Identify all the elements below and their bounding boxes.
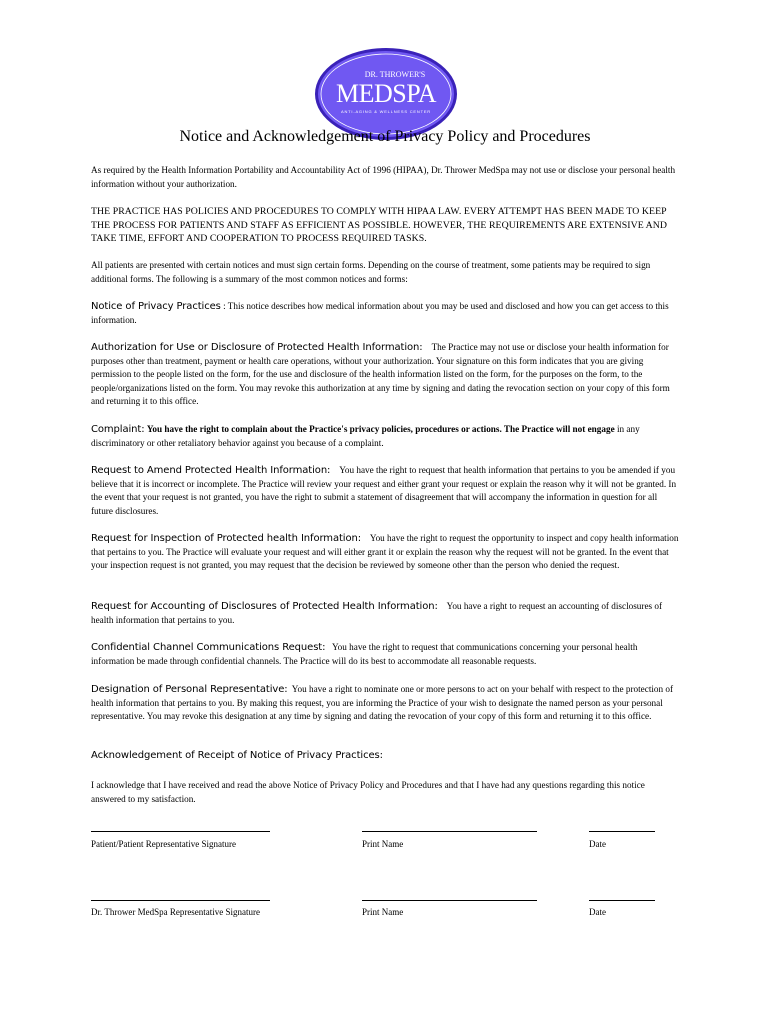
section-heading: Complaint: xyxy=(91,424,145,435)
section-notice-of-privacy xyxy=(91,300,681,327)
patient-print-name-label: Print Name xyxy=(362,839,404,849)
caps-notice-paragraph: THE PRACTICE HAS POLICIES AND PROCEDURES TO COMPLY WITH HIPAA LAW. EVERY ATTEMPT HAS BEEN MADE TO KEEP THE PROCESS FOR PATIENTS AND STAFF AS EFFICIENT AS POSSIBLE. HOWEVER, THE REQUIREMENTS ARE EXTENSIVE AND TAKE TIME, EFFORT AND COOPERATION TO PROCESS REQUIRED TASKS. xyxy=(91,206,668,245)
section-text: You have a right to request an accounting of disclosures of health information that pertains to you. xyxy=(91,601,663,625)
section-text: You have a right to nominate one or more persons to act on your behalf with respect to the protection of health information that pertains to you. By making this request, you are informing the Practice of your wish to designate the named person as your personal representative. You may revoke this designation at any time by signing and dating the revocation of your copy of this form and returning it to this office. xyxy=(91,684,674,722)
section-heading: Designation of Personal Representative: xyxy=(91,684,288,695)
logo-main-text: MEDSPA xyxy=(335,79,437,108)
section-heading: Request for Inspection of Protected health Information: xyxy=(91,533,361,544)
section-confidential-channel xyxy=(91,641,681,668)
acknowledgement-paragraph: I acknowledge that I have received and read the above Notice of Privacy Policy and Procedures and that I have had any questions regarding this notice answered to my satisfaction. xyxy=(91,780,645,804)
section-text: You have the right to request that health information that pertains to you be amended if you believe that it is incorrect or incomplete. The Practice will review your request and either grant your request or explain the reason why it will not be granted. In the event that your request is not granted, you have the right to submit a statement of disagreement that will accompany the information in question for all future disclosures. xyxy=(91,465,677,516)
section-text: You have the right to request that communications concerning your personal health information be made through confidential channels. The Practice will do its best to accommodate all reasonable requests. xyxy=(91,642,638,666)
section-heading: Confidential Channel Communications Request: xyxy=(91,642,326,653)
intro-paragraph: As required by the Health Information Portability and Accountability Act of 1996 (HIPAA), Dr. Thrower MedSpa may not use or disclose your personal health information without your authorization. xyxy=(91,165,676,189)
section-complaint xyxy=(91,423,681,450)
page-title: Notice and Acknowledgement of Privacy Policy and Procedures xyxy=(179,128,591,145)
section-request-accounting xyxy=(91,600,681,627)
section-text: in any discriminatory or other retaliatory behavior against you because of a complaint. xyxy=(91,424,640,448)
section-heading: Request for Accounting of Disclosures of Protected Health Information: xyxy=(91,601,438,612)
representative-print-name-label: Print Name xyxy=(362,907,404,917)
section-heading: Notice of Privacy Practices xyxy=(91,301,221,312)
acknowledgement-heading: Acknowledgement of Receipt of Notice of Privacy Practices: xyxy=(91,750,383,761)
patient-date-line[interactable] xyxy=(589,831,655,832)
representative-print-name-line[interactable] xyxy=(362,900,537,901)
summary-paragraph: All patients are presented with certain notices and must sign certain forms. Depending on the course of treatment, some patients may be required to sign additional forms. The following is a summary of the most common notices and forms: xyxy=(91,260,651,284)
representative-date-label: Date xyxy=(589,907,606,917)
representative-signature-line[interactable] xyxy=(91,900,270,901)
section-designation xyxy=(91,683,681,724)
logo-top-text: DR. THROWER'S xyxy=(364,70,426,79)
section-request-amend xyxy=(91,464,681,518)
patient-signature-line[interactable] xyxy=(91,831,270,832)
section-text: : This notice describes how medical information about you may be used and disclosed and how you can get access to this information. xyxy=(91,301,669,325)
section-text: You have the right to request the opportunity to inspect and copy health information that pertains to you. The Practice will evaluate your request and will either grant it or explain the reason why the request will not be granted. In the event that your inspection request is not granted, you may request that the decision be reviewed by someone other than the person who denied the request. xyxy=(91,533,679,571)
logo-tagline: ANTI-AGING & WELLNESS CENTER xyxy=(341,109,431,114)
section-heading: Request to Amend Protected Health Information: xyxy=(91,465,331,476)
section-heading: Authorization for Use or Disclosure of Protected Health Information: xyxy=(91,342,423,353)
representative-signature-label: Dr. Thrower MedSpa Representative Signature xyxy=(91,907,261,917)
section-bold-text: You have the right to complain about the Practice's privacy policies, procedures or actions. The Practice will not engage xyxy=(146,424,615,434)
patient-print-name-line[interactable] xyxy=(362,831,537,832)
section-text: The Practice may not use or disclose your health information for purposes other than treatment, payment or health care operations, without your authorization. Your signature on this form indicates that you are giving permission to the people listed on the form, for the use and disclosure of the health information listed on the form, for the purposes on the form, to the people/organizations listed on the form. You may revoke this authorization at any time by signing and dating the revocation section on your copy of this form and returning it to this office. xyxy=(91,342,670,407)
representative-date-line[interactable] xyxy=(589,900,655,901)
section-authorization xyxy=(91,341,681,409)
section-request-inspection xyxy=(91,532,681,573)
patient-date-label: Date xyxy=(589,839,606,849)
patient-signature-label: Patient/Patient Representative Signature xyxy=(91,839,236,849)
